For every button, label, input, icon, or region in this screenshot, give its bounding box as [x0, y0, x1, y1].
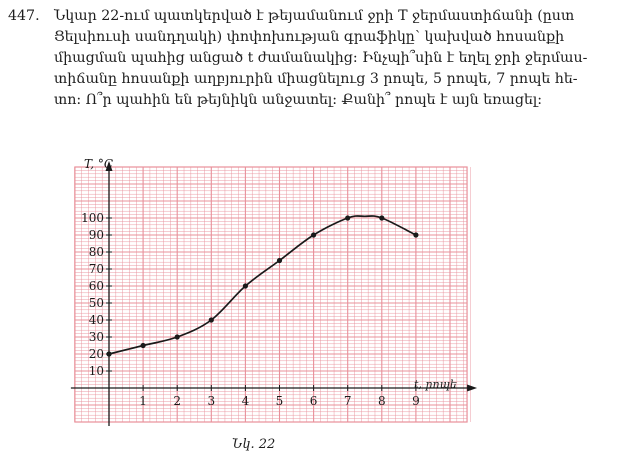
data-point — [379, 215, 384, 220]
problem-line-5: տո: Ո՞ր պահին են թեյնիկն անջատել: Քանի՞ րոպե է այն եռացել: — [54, 92, 543, 108]
y-tick-label: 20 — [88, 347, 104, 362]
data-point — [141, 343, 146, 348]
grid-minor — [75, 167, 471, 422]
problem-number: 447. — [8, 8, 40, 24]
y-tick-label: 60 — [88, 279, 104, 294]
y-axis-label: T, °C — [84, 157, 114, 171]
x-tick-label: 3 — [207, 394, 216, 408]
x-axis-arrow — [467, 385, 477, 392]
x-tick-label: 6 — [309, 394, 318, 408]
grid-frame — [75, 167, 467, 422]
data-point — [175, 334, 180, 339]
problem-line-1: Նկար 22-ում պատկերված է թեյամանում ջրի T ջերմաստիճանի (ըստ — [54, 8, 575, 24]
y-tick-label: 100 — [81, 211, 104, 226]
y-tick-label: 80 — [88, 245, 104, 260]
y-tick-label: 70 — [88, 262, 104, 277]
data-point — [277, 258, 282, 263]
temperature-curve — [109, 216, 416, 354]
y-tick-label: 10 — [88, 364, 104, 379]
x-tick-label: 7 — [343, 394, 352, 408]
data-point — [106, 351, 111, 356]
y-tick-label: 90 — [88, 228, 104, 243]
x-tick-label: 5 — [275, 394, 284, 408]
y-tick-label: 30 — [88, 330, 104, 345]
problem-line-3: միացման պահից անցած t ժամանակից: Ինչպի՞սին է եղել ջրի ջերմաս- — [54, 50, 588, 66]
data-point — [209, 317, 214, 322]
grid-major — [75, 167, 467, 422]
data-point — [413, 232, 418, 237]
curve-layer — [109, 216, 416, 354]
data-point — [345, 215, 350, 220]
y-tick-label: 40 — [88, 313, 104, 328]
problem-line-2: Ցելսիուսի սանդղակի) փոփոխության գրաֆիկը՝ կախված հոսանքի — [54, 29, 565, 45]
problem-line-4: տիճանը հոսանքի աղբյուրին միացնելուց 3 րոպե, 5 րոպե, 7 րոպե հե- — [54, 71, 578, 87]
x-tick-label: 2 — [173, 394, 182, 408]
x-tick-label: 4 — [241, 394, 250, 408]
data-point — [311, 232, 316, 237]
x-axis-label: t, րոպե — [414, 378, 457, 391]
figure-caption: Նկ. 22 — [232, 437, 276, 452]
x-tick-label: 1 — [139, 394, 147, 408]
y-tick-label: 50 — [88, 296, 104, 311]
x-tick-label: 8 — [377, 394, 386, 408]
data-point — [243, 283, 248, 288]
x-tick-label: 9 — [412, 394, 420, 408]
